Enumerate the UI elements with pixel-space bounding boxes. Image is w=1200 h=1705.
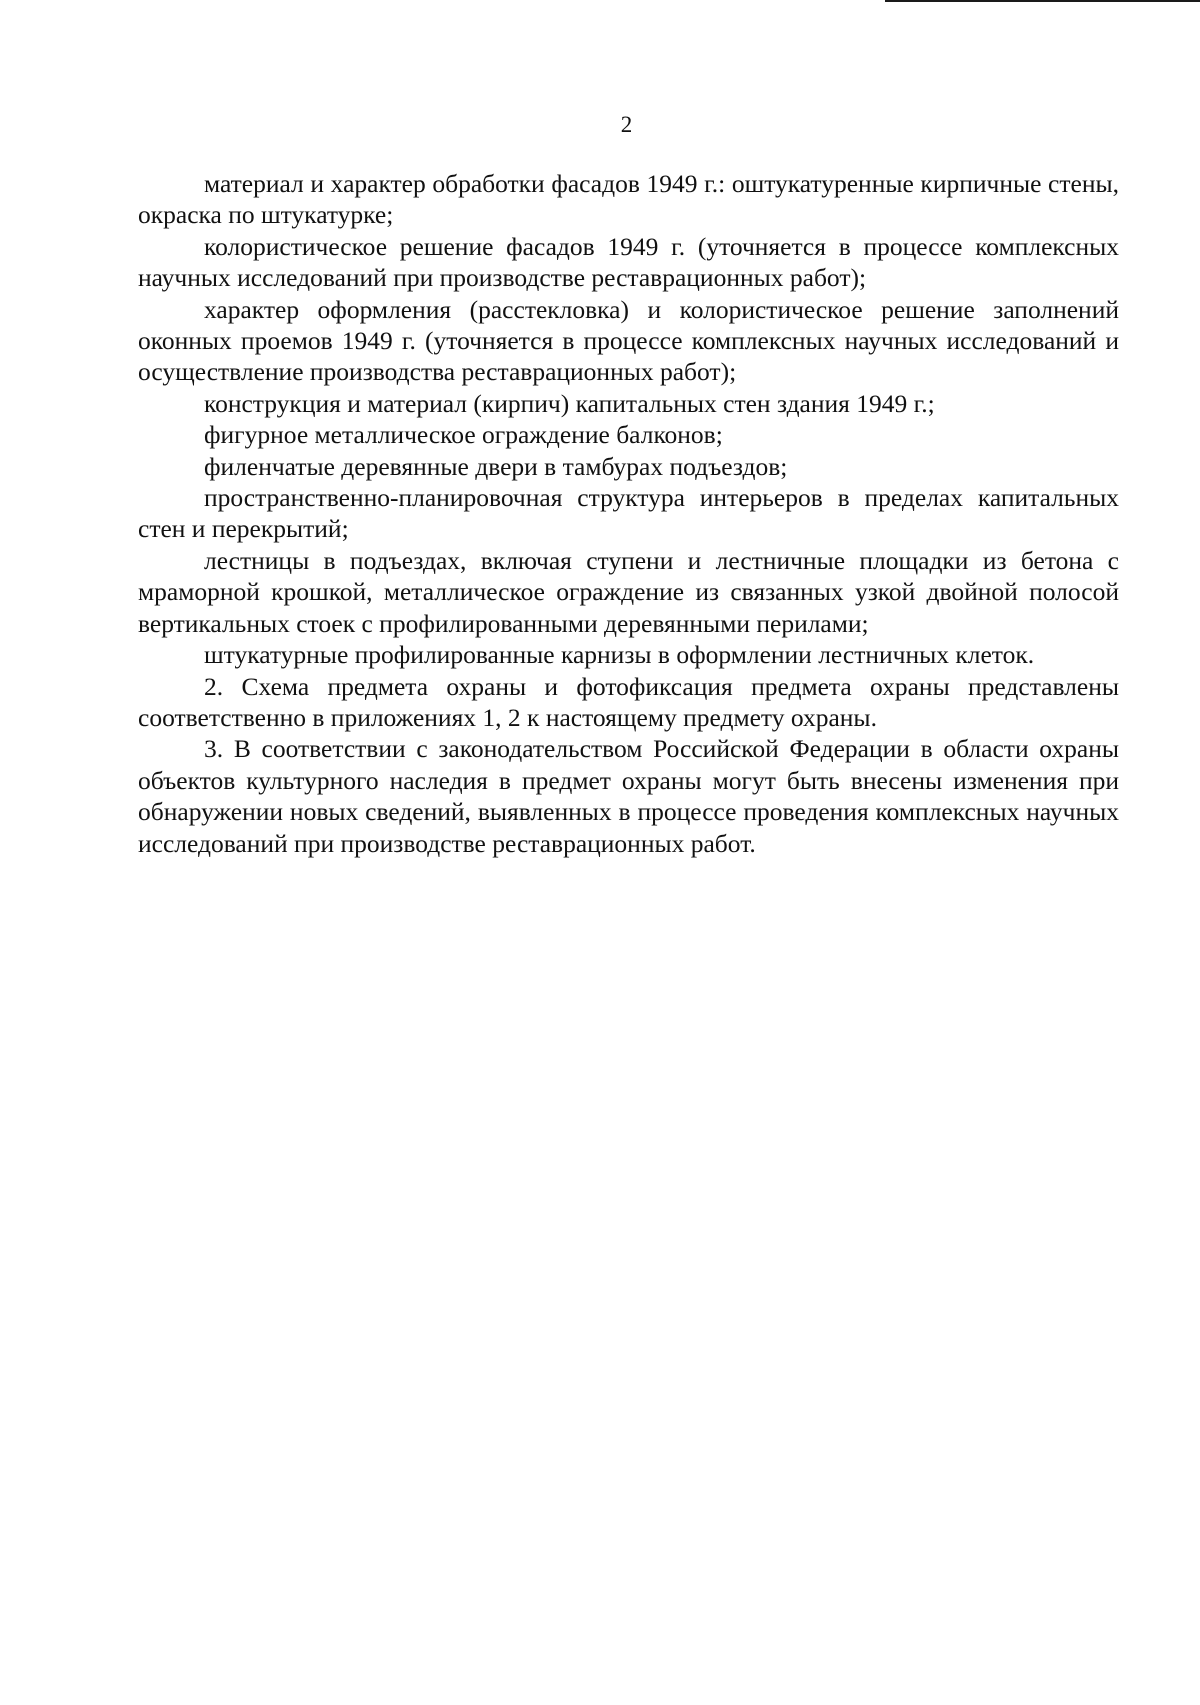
paragraph-panel-doors: филенчатые деревянные двери в тамбурах подъездов; [204, 451, 788, 481]
paragraph-staircases: лестницы в подъездах, включая ступени и лестничные площадки из бетона с мраморной крошкой, металлическое ограждение из связанных узкой двойной полосой вертикальных стоек с профилированными деревянными перилами; [138, 545, 1119, 638]
scan-edge-line [885, 0, 1200, 2]
paragraph-facade-material: материал и характер обработки фасадов 1949 г.: оштукатуренные кирпичные стены, окраска по штукатурке; [138, 169, 1119, 230]
document-body [138, 168, 1119, 859]
page-number: 2 [620, 112, 633, 137]
paragraph-window-design: характер оформления (расстекловка) и колористическое решение заполнений оконных проемов 1949 г. (уточняется в процессе комплексных научных исследований и осуществление производства реставрационных работ); [138, 294, 1119, 387]
paragraph-facade-color: колористическое решение фасадов 1949 г. (уточняется в процессе комплексных научных исследований при производстве реставрационных работ); [138, 231, 1119, 293]
paragraph-balcony-fence: фигурное металлическое ограждение балконов; [204, 420, 723, 450]
paragraph-item-2: 2. Схема предмета охраны и фотофиксация предмета охраны представлены соответственно в приложениях 1, 2 к настоящему предмету охраны. [138, 671, 1119, 732]
paragraph-item-3: 3. В соответствии с законодательством Российской Федерации в области охраны объектов культурного наследия в предмет охраны могут быть внесены изменения при обнаружении новых сведений, выявленных в процессе проведения комплексных научных исследований при производстве реставрационных работ. [138, 734, 1119, 858]
paragraph-cornices: штукатурные профилированные карнизы в оформлении лестничных клеток. [204, 640, 1035, 670]
paragraph-interior-structure: пространственно-планировочная структура интерьеров в пределах капитальных стен и перекрытий; [138, 483, 1119, 544]
paragraph-wall-construction: конструкция и материал (кирпич) капитальных стен здания 1949 г.; [204, 388, 935, 418]
